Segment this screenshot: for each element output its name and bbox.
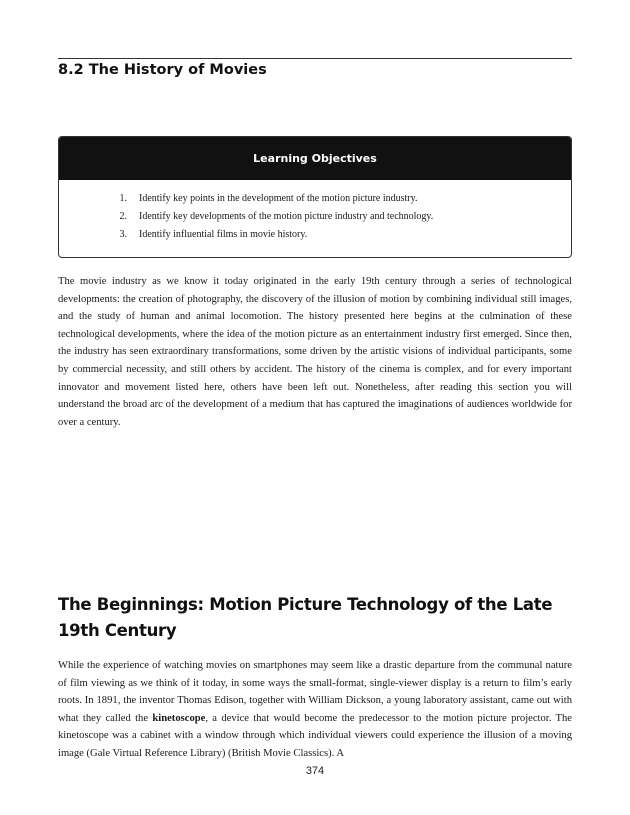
objective-item xyxy=(99,208,571,226)
subsection-heading: The Beginnings: Motion Picture Technology of the Late 19th Century xyxy=(58,595,553,640)
page-number: 374 xyxy=(305,765,325,777)
learning-objectives-list xyxy=(59,180,571,244)
objective-number: 2. xyxy=(119,211,127,222)
paragraph-text: , a device that would become the predecessor to the motion picture projector. The kinetoscope was a cabinet with a window through which individual viewers could experience the illusion of a moving image (Gale Virtual Reference Library) (British Movie Classics). A xyxy=(58,712,572,759)
objective-number: 3. xyxy=(119,229,127,240)
objective-text: Identify key developments of the motion picture industry and technology. xyxy=(139,211,434,222)
objective-item xyxy=(99,226,571,244)
top-rule xyxy=(58,58,572,59)
beginnings-paragraph xyxy=(58,657,572,763)
learning-objectives-header: Learning Objectives xyxy=(59,137,571,180)
objective-text: Identify influential films in movie history. xyxy=(139,229,308,240)
objective-text: Identify key points in the development of the motion picture industry. xyxy=(139,193,418,204)
objective-number: 1. xyxy=(119,193,127,204)
intro-paragraph: The movie industry as we know it today originated in the early 19th century through a series of technological developments: the creation of photography, the discovery of the illusion of motion by combining individual still images, and the study of human and animal locomotion. The history presented here begins at the culmination of these technological developments, where the idea of the motion picture as an entertainment industry first emerged. Since then, the industry has seen extraordinary transformations, some driven by the artistic visions of individual participants, some by commercial necessity, and still others by accident. The history of the cinema is complex, and for every important innovator and movement listed here, others have been left out. Nonetheless, after reading this section you will understand the broad arc of the development of a medium that has captured the imaginations of audiences worldwide for over a century. xyxy=(58,276,572,428)
objective-item xyxy=(99,190,571,208)
key-term-kinetoscope: kinetoscope xyxy=(152,712,206,724)
section-title: 8.2 The History of Movies xyxy=(58,62,267,78)
learning-objectives-box xyxy=(58,136,572,258)
paragraph-text: While the experience of watching movies on smartphones may seem like a drastic departure from the communal nature of film viewing as we think of it today, in some ways the small-format, single-viewer display is a return to film’s early roots. In 1891, the inventor Thomas Edison, together with William Dickson, a young laboratory assistant, came out with what they called the xyxy=(58,660,572,724)
